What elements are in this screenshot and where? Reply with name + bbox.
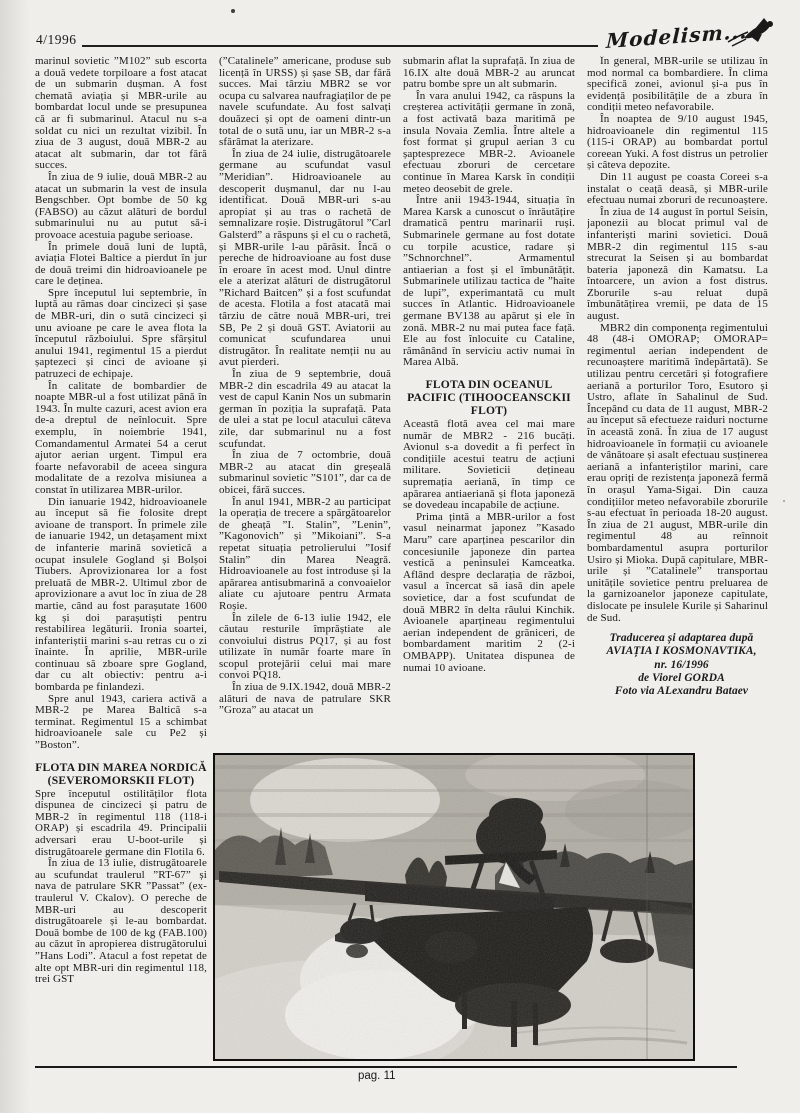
- credit-line: Foto via ALexandru Bataev: [614, 684, 749, 697]
- paragraph: În ziua de 24 iulie, distrugătoarele germane au scufundat vasul ”Meridian”. Hidroavioanele au descoperit dușmanul, dar nu l-au identificat. Două MBR-uri s-au apropiat și au tras o rachetă de semnalizare roșie. Distrugătorul ”Carl Galsterd” a răspuns și el cu o rachetă, și MBR-urile l-au părăsit. Încă o pereche de hidroavioane au fost duse în eroare în acest mod. Unul dintre ele a aterizat alături de distrugătorul ”Richard Baitcen” și a fost scufundat de acesta. Flotila a fost atacată mai târziu de către nouă MBR-uri, trei SB, Pe 2 și două GST. Aviatorii au comunicat scufundarea unui distrugător. În realitate nemții nu au avut pierderi.: [219, 147, 391, 369]
- credit-line: de Viorel GORDA: [638, 671, 725, 684]
- paragraph: În ziua de 13 iulie, distrugătoarele au scufundat traulerul ”RT-67” și nava de patrulare SKR ”Passat” (ex-traulerul V. Ckalov). O pereche de MBR-uri au descoperit distrugătoarele și le-au bombardat. Două bombe de 100 de kg (FAB.100) au căzut în apropierea distrugătorului ”Hans Lodi”. Atacul a fost repetat de alte opt MBR-uri din regimentul 118, trei GST: [35, 857, 207, 986]
- paragraph: În zilele de 6-13 iulie 1942, ele căutau resturile împrăștiate ale convoiului distrus PQ17, și au fost utilizate în număr foarte mare în scopul protejării celui mai mare convoi PQ18.: [219, 611, 391, 682]
- article-column-1: [35, 56, 207, 1058]
- credits-block: [587, 632, 768, 698]
- footer-rule: [35, 1066, 737, 1068]
- modelism-logo: [606, 16, 776, 60]
- paragraph: Din ianuarie 1942, hidroavioanele au început să fie folosite drept avioane de transport. În primele zile de ianuarie 1942, un detașament mixt de infanterie marină sovietică a ocupat insulele Gogland și Bolșoi Tiubers. Aprovizionarea lor a fost preluată de MBR-2. Ultimul zbor de aprovizionare a avut loc în ziua de 28 martie, când au fost parașutate 1600 kg și doi parașutiști pentru restabilirea legăturii. Ironia soartei, infanteriștii marini s-au retras cu o zi înainte. În aprilie, MBR-urile continuau să zboare spre Gogland, dar cu alt obiectiv: pentru a-i bombarda pe finlandezi.: [35, 495, 207, 694]
- issue-number: 4/1996: [36, 32, 77, 47]
- paragraph: În ziua de 7 octombrie, două MBR-2 au atacat din greșeală submarinul sovietic ”S101”, dar ca de obicei, fără succes.: [219, 449, 391, 496]
- paragraph: Spre începutul ostilităților flota dispunea de cincizeci și patru de MBR-2 în regimentul 118 (118-i ORAP) și escadrila 49. Principalii adversari erau U-boot-urile și distrugătoarele germane din Flotila 6.: [35, 787, 207, 858]
- scan-speck: [783, 500, 785, 502]
- article-column-3: [403, 56, 575, 750]
- paragraph: marinul sovietic ”M102” sub escorta a două vedete torpiloare a fost atacat de un submarin dușman. A fost chemată aviația și MBR-urile au bombardat locul unde se presupunea că ar fi submarinul. Atacul nu s-a soldat cu nici un rezultat vizibil. În ziua de 3 august, două MBR-2 au atacat alt submarin, dar tot fără succes.: [35, 56, 207, 172]
- credit-line: AVIAȚIA I KOSMONAVTIKA,: [606, 645, 757, 658]
- article-column-2: [219, 56, 391, 750]
- paragraph: În noaptea de 9/10 august 1945, hidroavioanele din regimentul 115 (115-i ORAP) au bombardat portul coreean Yuki. A fost distrus un petrolier și câteva depozite.: [587, 112, 768, 172]
- paragraph: În ziua de 9 iulie, două MBR-2 au atacat un submarin la vest de insula Bengschber. Opt bombe de 50 kg (FABSO) au căzut alături de bordul submarinului nu au putut să-i provoace acestuia pagube serioase.: [35, 170, 207, 241]
- page-number: pag. 11: [358, 1070, 396, 1082]
- paragraph: Din 11 august pe coasta Coreei s-a instalat o ceață deasă, și MBR-urile efectuau numai zboruri de recunoaștere.: [587, 170, 768, 207]
- paragraph: submarin aflat la suprafață. În ziua de 16.IX alte două MBR-2 au aruncat patru bombe spre un alt submarin.: [403, 56, 575, 91]
- article-column-4: [587, 56, 768, 750]
- paragraph: (”Catalinele” americane, produse sub licență în URSS) și șase SB, dar fără succes. Mai târziu MBR2 se vor ocupa cu salvarea naufragiaților de pe navele scufundate. Au fost salvați douăzeci și opt de oameni dintr-un total de o sută unu, iar un MBR-2 s-a sfărâmat la aterizare.: [219, 56, 391, 149]
- paragraph: În vara anului 1942, ca răspuns la creșterea activității germane în zonă, a fost activată baza maritimă pe insula Novaia Zemlia. Între altele a fost format și grupul aerian 3 cu șaptesprezece MBR-2. Avioanele efectuau zboruri de cercetare continue în Marea Karsk în condiții meteo deosebit de grele.: [403, 89, 575, 195]
- logo-text: Modelism...: [605, 18, 748, 54]
- paragraph: Între anii 1943-1944, situația în Marea Karsk a cunoscut o înrăutățire dramatică pentru marinarii ruși. Submarinele germane au fost dotate cu torpile acustice, radare și ”Schnorchnel”. Armamentul antiaerian a fost și el îmbunătățit. Submarinele utilizau tactica de ”haite de lupi”, experimantată cu mult succes în Atlantic. Hidroavioanele germane BV138 au apărut și ele în zonă. MBR-2 nu mai putea face față. Ele au fost înlocuite cu Cataline, rămânând în serviciu activ numai în Marea Albă.: [403, 194, 575, 369]
- credit-line: nr. 16/1996: [654, 658, 709, 671]
- paragraph: MBR2 din componența regimentului 48 (48-i OMORAP; OMORAP= regimentul aerian independent de recunoaștere maritimă îndepărtată). Se utilizau pentru cercetări și fotografiere aeriană a porturilor Toro, Esutoro și Ustro, aflate în Sahalinul de Sud. Începând cu data de 11 august, MBR-2 au început să efectueze raiduri nocturne în această zonă. În ziua de 17 august hidroavioanele în formații cu avioanele de vânătoare și asalt efectuau susținerea aeriană a infanteriștilor marini, care erau opriți de rezistența japoneză fermă în orașul Yama-Sigai. Din cauza condițiilor meteo nefavorabile zborurile s-au efectuat în perioada 18-20 august. În ziua de 21 august, MBR-urile din regimentul 48 au reînnoit bombardamentul asupra porturilor Usiro și Mioka. După capitulare, MBR-urile și ”Catalinele” transportau unitățile sovietice pentru preluarea de la garnizoanelor japoneze capitulate, dislocate pe insulele Kurile și Saharinul de Sud.: [587, 321, 768, 624]
- paragraph: În ziua de 14 august în portul Seisin, japonezii au blocat primul val de infanteriști marini sovietici. Două MBR-2 din regimentul 115 s-au strecurat la Seisen și au bombardat bateria japoneză din Kamatsu. La întoarcere, un avion a fost distrus. Zborurile s-au reluat după îmbunătățirea vremii, pe data de 15 august.: [587, 205, 768, 323]
- paragraph: În anul 1941, MBR-2 au participat la operația de trecere a spărgătoarelor de gheață ”I. Stalin”, ”Lenin”, ”Kagonovich” și ”Mikoiani”. S-a repetat situația petrolierului ”Iosif Stalin” din Marea Neagră. Hidroavioanele au fost introduse și la apărarea antisubmarină a convoaielor aliate cu ajutoare pentru Armata Roșie.: [219, 495, 391, 612]
- plane-doodle-icon: [724, 16, 776, 52]
- paragraph: În calitate de bombardier de noapte MBR-ul a fost utilizat până în 1943. În multe cazuri, acest avion era de-a dreptul de neînlocuit. Spre exemplu, în noiembrie 1941, Comandamentul Armatei 54 a cerut ajutor aerian urgent. Timpul era foarte nefavorabil de aceea singura modalitate de a rezolva misiunea a constat în utilizarea MBR-urilor.: [35, 379, 207, 496]
- paragraph: Prima țintă a MBR-urilor a fost vasul neinarmat japonez ”Kasado Maru” care aparținea pescarilor din concesiunile japoneze din partea vestică a peninsulei Kamceatka. Aflând despre declarația de război, vasul a încercat să iasă din apele sovietice, dar a fost scufundat de două MBR2 în delta râului Kinchik. Avioanele aparțineau regimentului aerian independent de grăniceri, de bombardament maritim 2 (2-i OMBAPP). Unitatea dispunea de numai 10 avioane.: [403, 510, 575, 674]
- scan-edge-smudge: [0, 0, 30, 1113]
- section-heading-pacific-fleet: FLOTA DIN OCEANUL PACIFIC (TIHOOCEANSCKII FLOT): [407, 378, 571, 418]
- mbr2-photo: [213, 753, 695, 1061]
- section-heading-north-fleet: FLOTA DIN MAREA NORDICĂ (SEVEROMORSKII FLOT): [35, 760, 207, 787]
- paragraph: În ziua de 9 septembrie, două MBR-2 din escadrila 49 au atacat la vest de capul Kanin Nos un submarin german în poziția la suprafață. Pata de ulei a stat pe locul atacului câteva zile, dar submarinul nu a fost scufundat.: [219, 368, 391, 450]
- scan-speck: [231, 9, 235, 13]
- paragraph: Spre începutul lui septembrie, în luptă au rămas doar cincizeci și șase de MBR-uri, din o sută cincizeci și unu avioane pe care le avea flota la începutul războiului. Spre sfârșitul anului 1941, regimentul 15 a pierdut șaptezeci și cinci de avioane și patruzeci de echipaje.: [35, 286, 207, 381]
- paragraph: În general, MBR-urile se utilizau în mod normal ca bombardiere. În clima specifică zonei, avionul și-a pus în evidență posibilitățile de a zbura în condiții meteo nefavorabile.: [587, 56, 768, 114]
- credit-line: Traducerea și adaptarea după: [609, 632, 754, 645]
- paragraph: Această flotă avea cel mai mare număr de MBR2 - 216 bucăți. Avionul s-a dovedit a fi perfect în condițiile acestui teatru de acțiuni militare. Sovieticii dețineau supremația aeriană, în timp ce apărarea antiaeriană și flota japoneză se dovedeau incapabile de acțiune.: [403, 418, 575, 512]
- paragraph: Spre anul 1943, cariera activă a MBR-2 pe Marea Baltică s-a terminat. Regimentul 15 a schimbat hidroavioanele sale cu Pe2 și ”Boston”.: [35, 692, 207, 752]
- paragraph: În ziua de 9.IX.1942, două MBR-2 alături de nava de patrulare SKR ”Groza” au atacat un: [219, 681, 391, 717]
- header-rule: [82, 45, 598, 47]
- paragraph: În primele două luni de luptă, aviația Flotei Baltice a pierdut în jur de două treimi din hidroavioanele pe care le deținea.: [35, 240, 207, 288]
